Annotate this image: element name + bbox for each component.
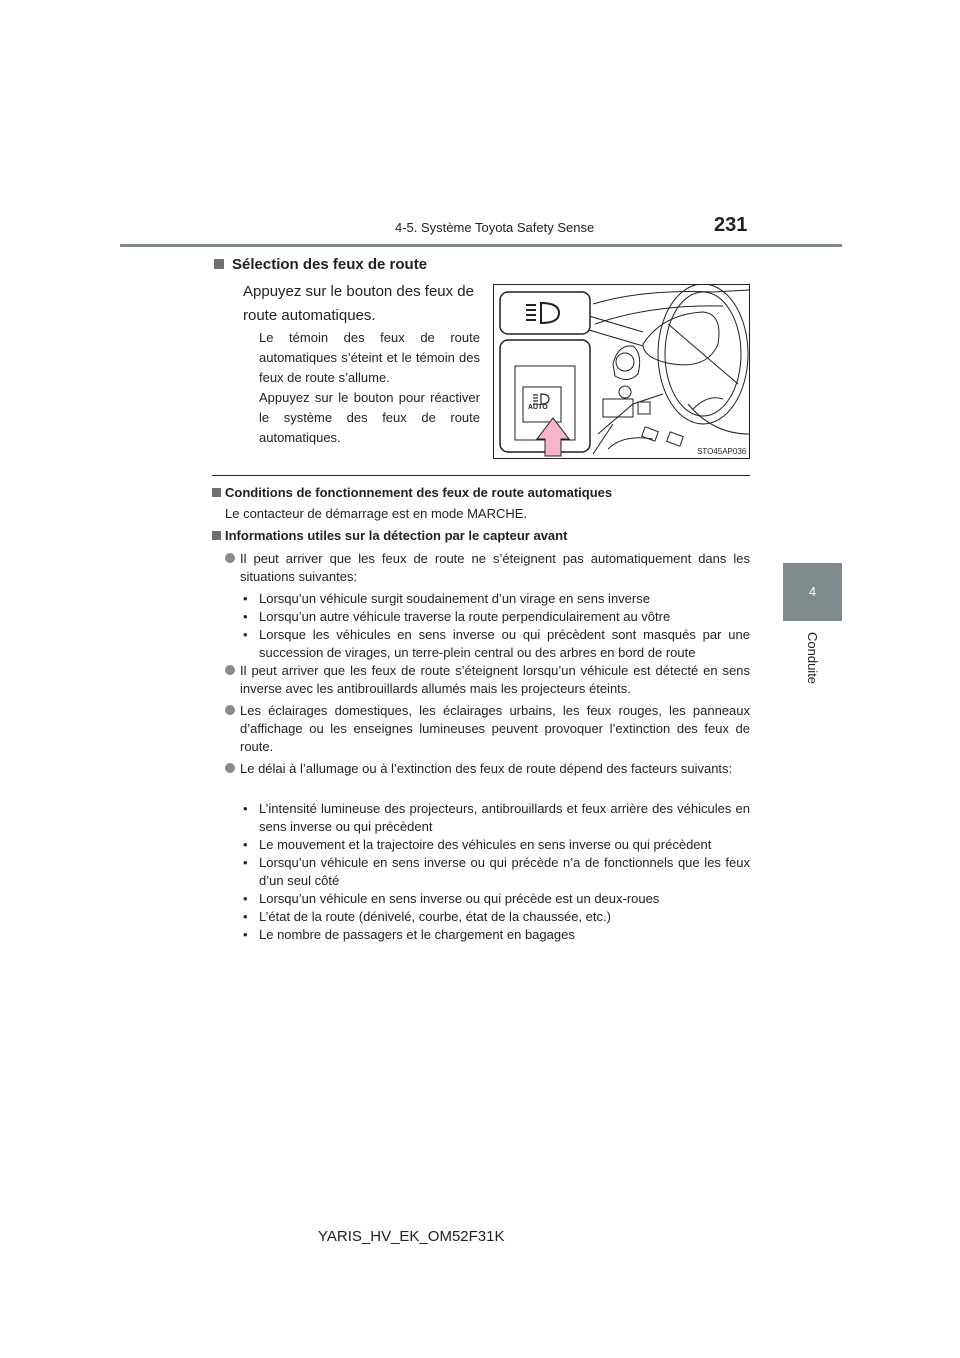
info-title: [212, 528, 567, 543]
list-item-text: Le nombre de passagers et le chargement en bagages: [259, 927, 575, 942]
square-bullet-icon: [212, 488, 221, 497]
list-item-text: Lorsqu’un autre véhicule traverse la route perpendiculairement au vôtre: [259, 609, 671, 624]
auto-button-label: AUTO: [528, 404, 548, 411]
conditions-title-text: Conditions de fonctionnement des feux de route automatiques: [225, 485, 613, 500]
circle-bullet-icon: [225, 705, 235, 715]
section-heading: [214, 256, 427, 273]
bullet-marker: •: [243, 909, 248, 924]
bullet-marker: •: [243, 837, 248, 852]
list-item: [243, 836, 750, 854]
conditions-text: Le contacteur de démarrage est en mode MARCHE.: [225, 506, 528, 521]
list-item: [243, 800, 750, 836]
dashboard-drawing: [493, 284, 750, 459]
info-bullet-3-text: Les éclairages domestiques, les éclairages urbains, les feux rouges, les panneaux d’affichage ou les enseignes lumineuses peuvent provoquer l’extinction des feux de route.: [240, 703, 750, 754]
list-item-text: Le mouvement et la trajectoire des véhicules en sens inverse ou qui précèdent: [259, 837, 712, 852]
list-item: [243, 608, 750, 626]
dashboard-illustration: [493, 284, 750, 459]
bullet-marker: •: [243, 801, 248, 816]
conditions-title: [212, 485, 612, 500]
header-divider: [120, 244, 842, 247]
info-bullet-4: [225, 760, 750, 778]
info-bullet-2: [225, 662, 750, 698]
bullet-marker: •: [243, 855, 248, 870]
list-item-text: Lorsqu’un véhicule en sens inverse ou qui précède est un deux-roues: [259, 891, 660, 906]
info-bullet-3: [225, 702, 750, 756]
body-divider: [212, 475, 750, 476]
page-number: 231: [714, 214, 748, 236]
document-code: YARIS_HV_EK_OM52F31K: [318, 1228, 505, 1245]
list-item: [243, 590, 750, 608]
chapter-label: Conduite: [805, 632, 820, 685]
bullet-marker: •: [243, 891, 248, 906]
square-bullet-icon: [214, 259, 224, 269]
list-item: [243, 926, 750, 944]
result-text-1: Le témoin des feux de route automatiques s’éteint et le témoin des feux de route s’allume.: [259, 330, 480, 385]
list-item-text: L’état de la route (dénivelé, courbe, état de la chaussée, etc.): [259, 909, 611, 924]
section-title: 4-5. Système Toyota Safety Sense: [395, 220, 595, 235]
list-item-text: Lorsque les véhicules en sens inverse ou qui précèdent sont masqués par une succession de virages, un terre-plein central ou des arbres en bord de route: [259, 627, 750, 660]
bullet-marker: •: [243, 591, 248, 606]
list-item: [243, 890, 750, 908]
circle-bullet-icon: [225, 553, 235, 563]
list-item-text: L’intensité lumineuse des projecteurs, antibrouillards et feux arrière des véhicules en sens inverse ou qui précèdent: [259, 801, 750, 834]
info-bullet-1: [225, 550, 750, 586]
instruction-text: Appuyez sur le bouton des feux de route automatiques.: [243, 283, 474, 324]
list-item: [243, 854, 750, 890]
info-bullet-2-text: Il peut arriver que les feux de route s’éteignent lorsqu’un véhicule est détecté en sens inverse avec les antibrouillards allumés mais les projecteurs éteints.: [240, 663, 750, 696]
list-item: [243, 626, 750, 662]
list-item-text: Lorsqu’un véhicule en sens inverse ou qui précède n’a de fonctionnels que les feux d’un seul côté: [259, 855, 750, 888]
info-bullet-1-text: Il peut arriver que les feux de route ne s’éteignent pas automatiquement dans les situations suivantes:: [240, 551, 750, 584]
square-bullet-icon: [212, 531, 221, 540]
result-text-2: Appuyez sur le bouton pour réactiver le système des feux de route automatiques.: [259, 390, 480, 445]
list-item: [243, 908, 750, 926]
section-heading-text: Sélection des feux de route: [232, 256, 428, 273]
list-item-text: Lorsqu’un véhicule surgit soudainement d’un virage en sens inverse: [259, 591, 650, 606]
bullet-marker: •: [243, 627, 248, 642]
bullet-marker: •: [243, 927, 248, 942]
info-title-text: Informations utiles sur la détection par le capteur avant: [225, 528, 568, 543]
circle-bullet-icon: [225, 665, 235, 675]
chapter-tab: 4: [783, 563, 842, 621]
info-bullet-4-text: Le délai à l’allumage ou à l’extinction des feux de route dépend des facteurs suivants:: [240, 761, 733, 776]
figure-code: STO45AP036: [697, 447, 747, 456]
circle-bullet-icon: [225, 763, 235, 773]
bullet-marker: •: [243, 609, 248, 624]
